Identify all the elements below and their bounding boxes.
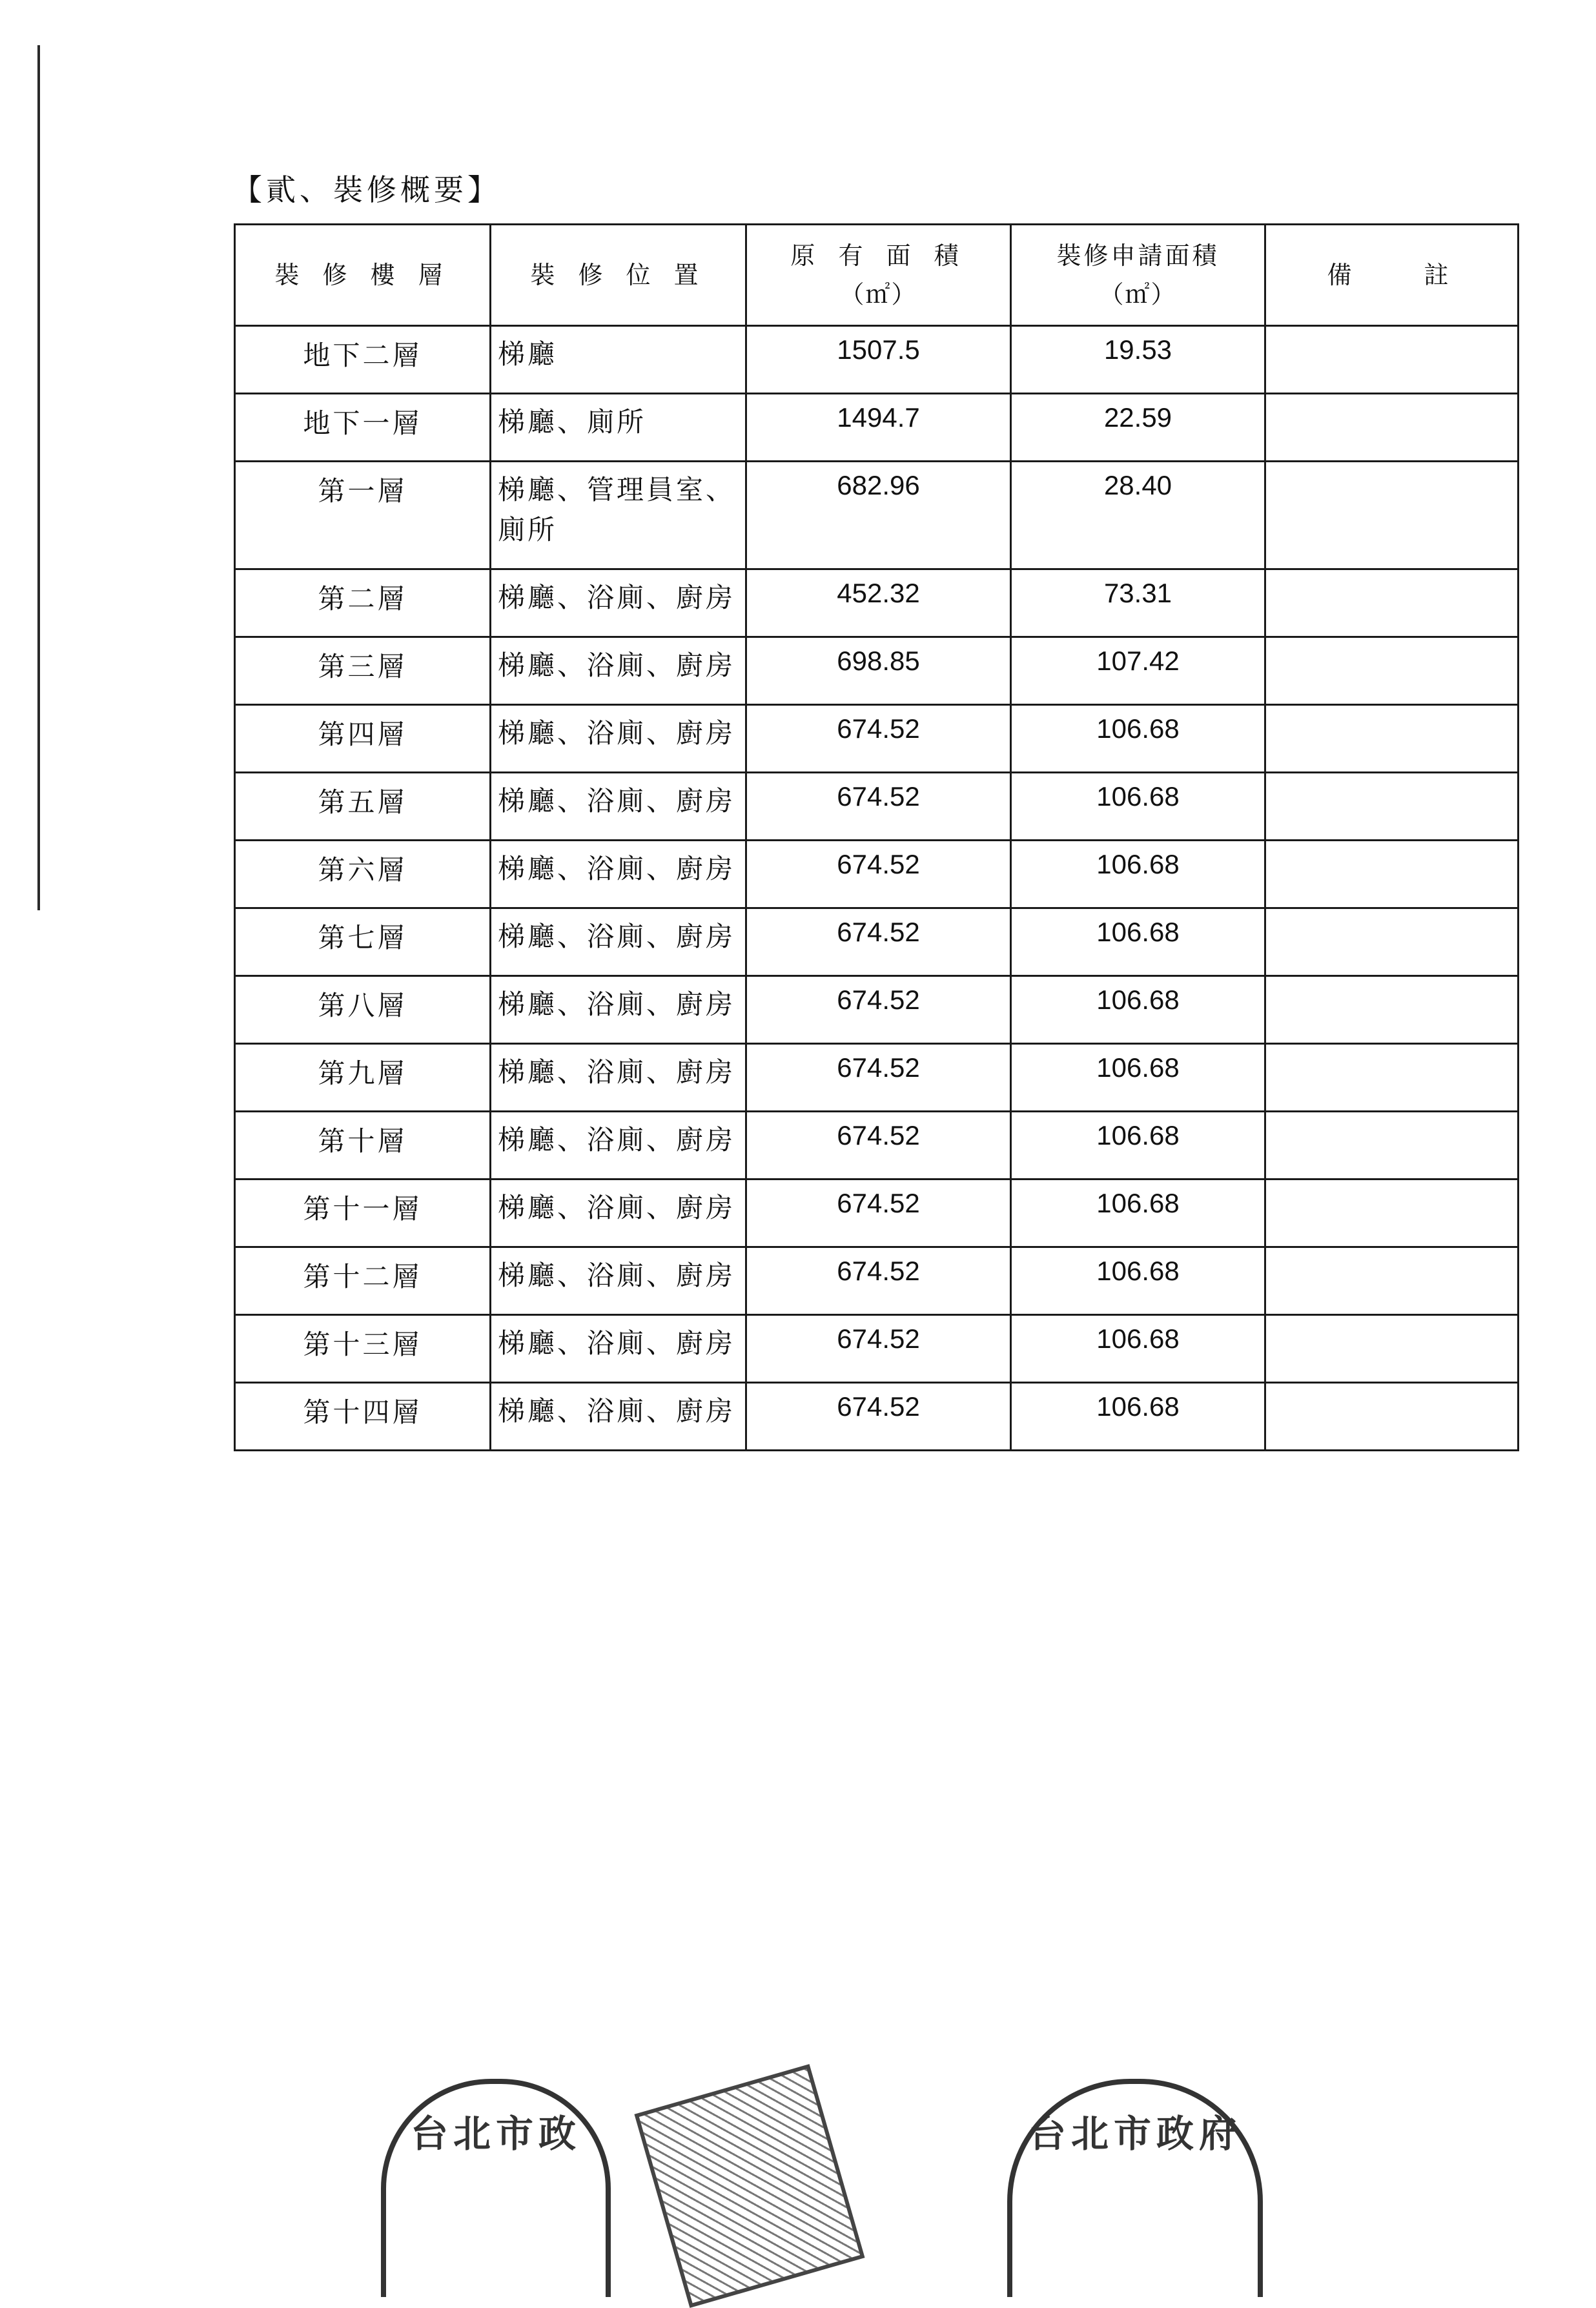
position-cell: 梯廳、浴廁、廚房 xyxy=(491,1383,746,1451)
original-area-cell: 674.52 xyxy=(746,1315,1011,1383)
remarks-cell xyxy=(1265,773,1519,841)
requested-area-cell: 107.42 xyxy=(1011,637,1265,705)
original-area-cell: 452.32 xyxy=(746,569,1011,637)
table-row xyxy=(235,705,1519,773)
official-seal-left xyxy=(381,2079,611,2297)
floor-cell: 第十二層 xyxy=(235,1247,491,1315)
floor-cell: 第九層 xyxy=(235,1044,491,1112)
table-row xyxy=(235,1180,1519,1247)
original-area-cell: 674.52 xyxy=(746,705,1011,773)
header-requested-area xyxy=(1011,225,1265,326)
floor-cell: 第十四層 xyxy=(235,1383,491,1451)
position-cell: 梯廳、浴廁、廚房 xyxy=(491,841,746,908)
requested-area-cell: 106.68 xyxy=(1011,841,1265,908)
requested-area-cell: 73.31 xyxy=(1011,569,1265,637)
official-seal-right xyxy=(1007,2079,1263,2297)
floor-cell: 第五層 xyxy=(235,773,491,841)
original-area-cell: 1494.7 xyxy=(746,394,1011,462)
header-original-area xyxy=(746,225,1011,326)
requested-area-cell: 106.68 xyxy=(1011,1180,1265,1247)
header-floor: 裝 修 樓 層 xyxy=(235,225,491,326)
floor-cell: 第六層 xyxy=(235,841,491,908)
floor-cell: 第三層 xyxy=(235,637,491,705)
floor-cell: 第八層 xyxy=(235,976,491,1044)
header-remarks: 備 註 xyxy=(1265,225,1519,326)
position-cell: 梯廳、浴廁、廚房 xyxy=(491,773,746,841)
position-cell: 梯廳、浴廁、廚房 xyxy=(491,1044,746,1112)
original-area-cell: 674.52 xyxy=(746,1180,1011,1247)
original-area-cell: 674.52 xyxy=(746,1112,1011,1180)
floor-cell: 第二層 xyxy=(235,569,491,637)
original-area-cell: 1507.5 xyxy=(746,326,1011,394)
table-row xyxy=(235,569,1519,637)
requested-area-cell: 22.59 xyxy=(1011,394,1265,462)
floor-cell: 第十一層 xyxy=(235,1180,491,1247)
requested-area-cell: 106.68 xyxy=(1011,976,1265,1044)
original-area-cell: 682.96 xyxy=(746,462,1011,569)
position-cell: 梯廳、浴廁、廚房 xyxy=(491,1247,746,1315)
header-requested-area-unit: （㎡） xyxy=(1099,280,1177,309)
remarks-cell xyxy=(1265,326,1519,394)
remarks-cell xyxy=(1265,1315,1519,1383)
original-area-cell: 674.52 xyxy=(746,773,1011,841)
remarks-cell xyxy=(1265,705,1519,773)
floor-cell: 第十三層 xyxy=(235,1315,491,1383)
header-requested-area-label: 裝修申請面積 xyxy=(1056,241,1220,270)
table-row xyxy=(235,908,1519,976)
header-original-area-unit: （㎡） xyxy=(839,280,917,309)
remarks-cell xyxy=(1265,569,1519,637)
remarks-cell xyxy=(1265,1180,1519,1247)
original-area-cell: 674.52 xyxy=(746,1383,1011,1451)
table-row xyxy=(235,1247,1519,1315)
remarks-cell xyxy=(1265,976,1519,1044)
table-row xyxy=(235,1383,1519,1451)
remarks-cell xyxy=(1265,908,1519,976)
floor-cell: 第七層 xyxy=(235,908,491,976)
original-area-cell: 674.52 xyxy=(746,908,1011,976)
remarks-cell xyxy=(1265,637,1519,705)
requested-area-cell: 28.40 xyxy=(1011,462,1265,569)
position-cell: 梯廳、浴廁、廚房 xyxy=(491,569,746,637)
position-cell: 梯廳、浴廁、廚房 xyxy=(491,1180,746,1247)
floor-cell: 地下二層 xyxy=(235,326,491,394)
requested-area-cell: 106.68 xyxy=(1011,1315,1265,1383)
table-row xyxy=(235,394,1519,462)
section-title: 【貳、裝修概要】 xyxy=(232,172,501,207)
table-row xyxy=(235,326,1519,394)
table-row xyxy=(235,773,1519,841)
table-row xyxy=(235,637,1519,705)
requested-area-cell: 106.68 xyxy=(1011,1044,1265,1112)
position-cell: 梯廳、浴廁、廚房 xyxy=(491,705,746,773)
table-row xyxy=(235,1315,1519,1383)
remarks-cell xyxy=(1265,841,1519,908)
table-header-row xyxy=(235,225,1519,326)
requested-area-cell: 106.68 xyxy=(1011,908,1265,976)
requested-area-cell: 106.68 xyxy=(1011,1247,1265,1315)
position-cell: 梯廳、浴廁、廚房 xyxy=(491,637,746,705)
remarks-cell xyxy=(1265,394,1519,462)
original-area-cell: 698.85 xyxy=(746,637,1011,705)
remarks-cell xyxy=(1265,1383,1519,1451)
position-cell: 梯廳、廁所 xyxy=(491,394,746,462)
renovation-overview-table xyxy=(234,223,1519,1451)
table-row xyxy=(235,462,1519,569)
seal-left-text: 台北市政 xyxy=(410,2112,581,2156)
official-seal-square xyxy=(634,2064,865,2308)
remarks-cell xyxy=(1265,1112,1519,1180)
position-cell: 梯廳 xyxy=(491,326,746,394)
requested-area-cell: 106.68 xyxy=(1011,1383,1265,1451)
remarks-cell xyxy=(1265,1044,1519,1112)
header-original-area-label: 原 有 面 積 xyxy=(790,241,967,270)
remarks-cell xyxy=(1265,462,1519,569)
position-cell: 梯廳、浴廁、廚房 xyxy=(491,1112,746,1180)
floor-cell: 第十層 xyxy=(235,1112,491,1180)
seal-right-text: 台北市政府 xyxy=(1028,2112,1242,2156)
floor-cell: 第四層 xyxy=(235,705,491,773)
table-row xyxy=(235,976,1519,1044)
table-row xyxy=(235,1112,1519,1180)
requested-area-cell: 106.68 xyxy=(1011,773,1265,841)
margin-rule xyxy=(37,45,40,910)
original-area-cell: 674.52 xyxy=(746,1044,1011,1112)
position-cell: 梯廳、管理員室、廁所 xyxy=(491,462,746,569)
position-cell: 梯廳、浴廁、廚房 xyxy=(491,908,746,976)
requested-area-cell: 106.68 xyxy=(1011,705,1265,773)
original-area-cell: 674.52 xyxy=(746,841,1011,908)
original-area-cell: 674.52 xyxy=(746,976,1011,1044)
header-position: 裝 修 位 置 xyxy=(491,225,746,326)
position-cell: 梯廳、浴廁、廚房 xyxy=(491,1315,746,1383)
remarks-cell xyxy=(1265,1247,1519,1315)
floor-cell: 第一層 xyxy=(235,462,491,569)
original-area-cell: 674.52 xyxy=(746,1247,1011,1315)
requested-area-cell: 19.53 xyxy=(1011,326,1265,394)
table-row xyxy=(235,1044,1519,1112)
position-cell: 梯廳、浴廁、廚房 xyxy=(491,976,746,1044)
requested-area-cell: 106.68 xyxy=(1011,1112,1265,1180)
table-row xyxy=(235,841,1519,908)
floor-cell: 地下一層 xyxy=(235,394,491,462)
